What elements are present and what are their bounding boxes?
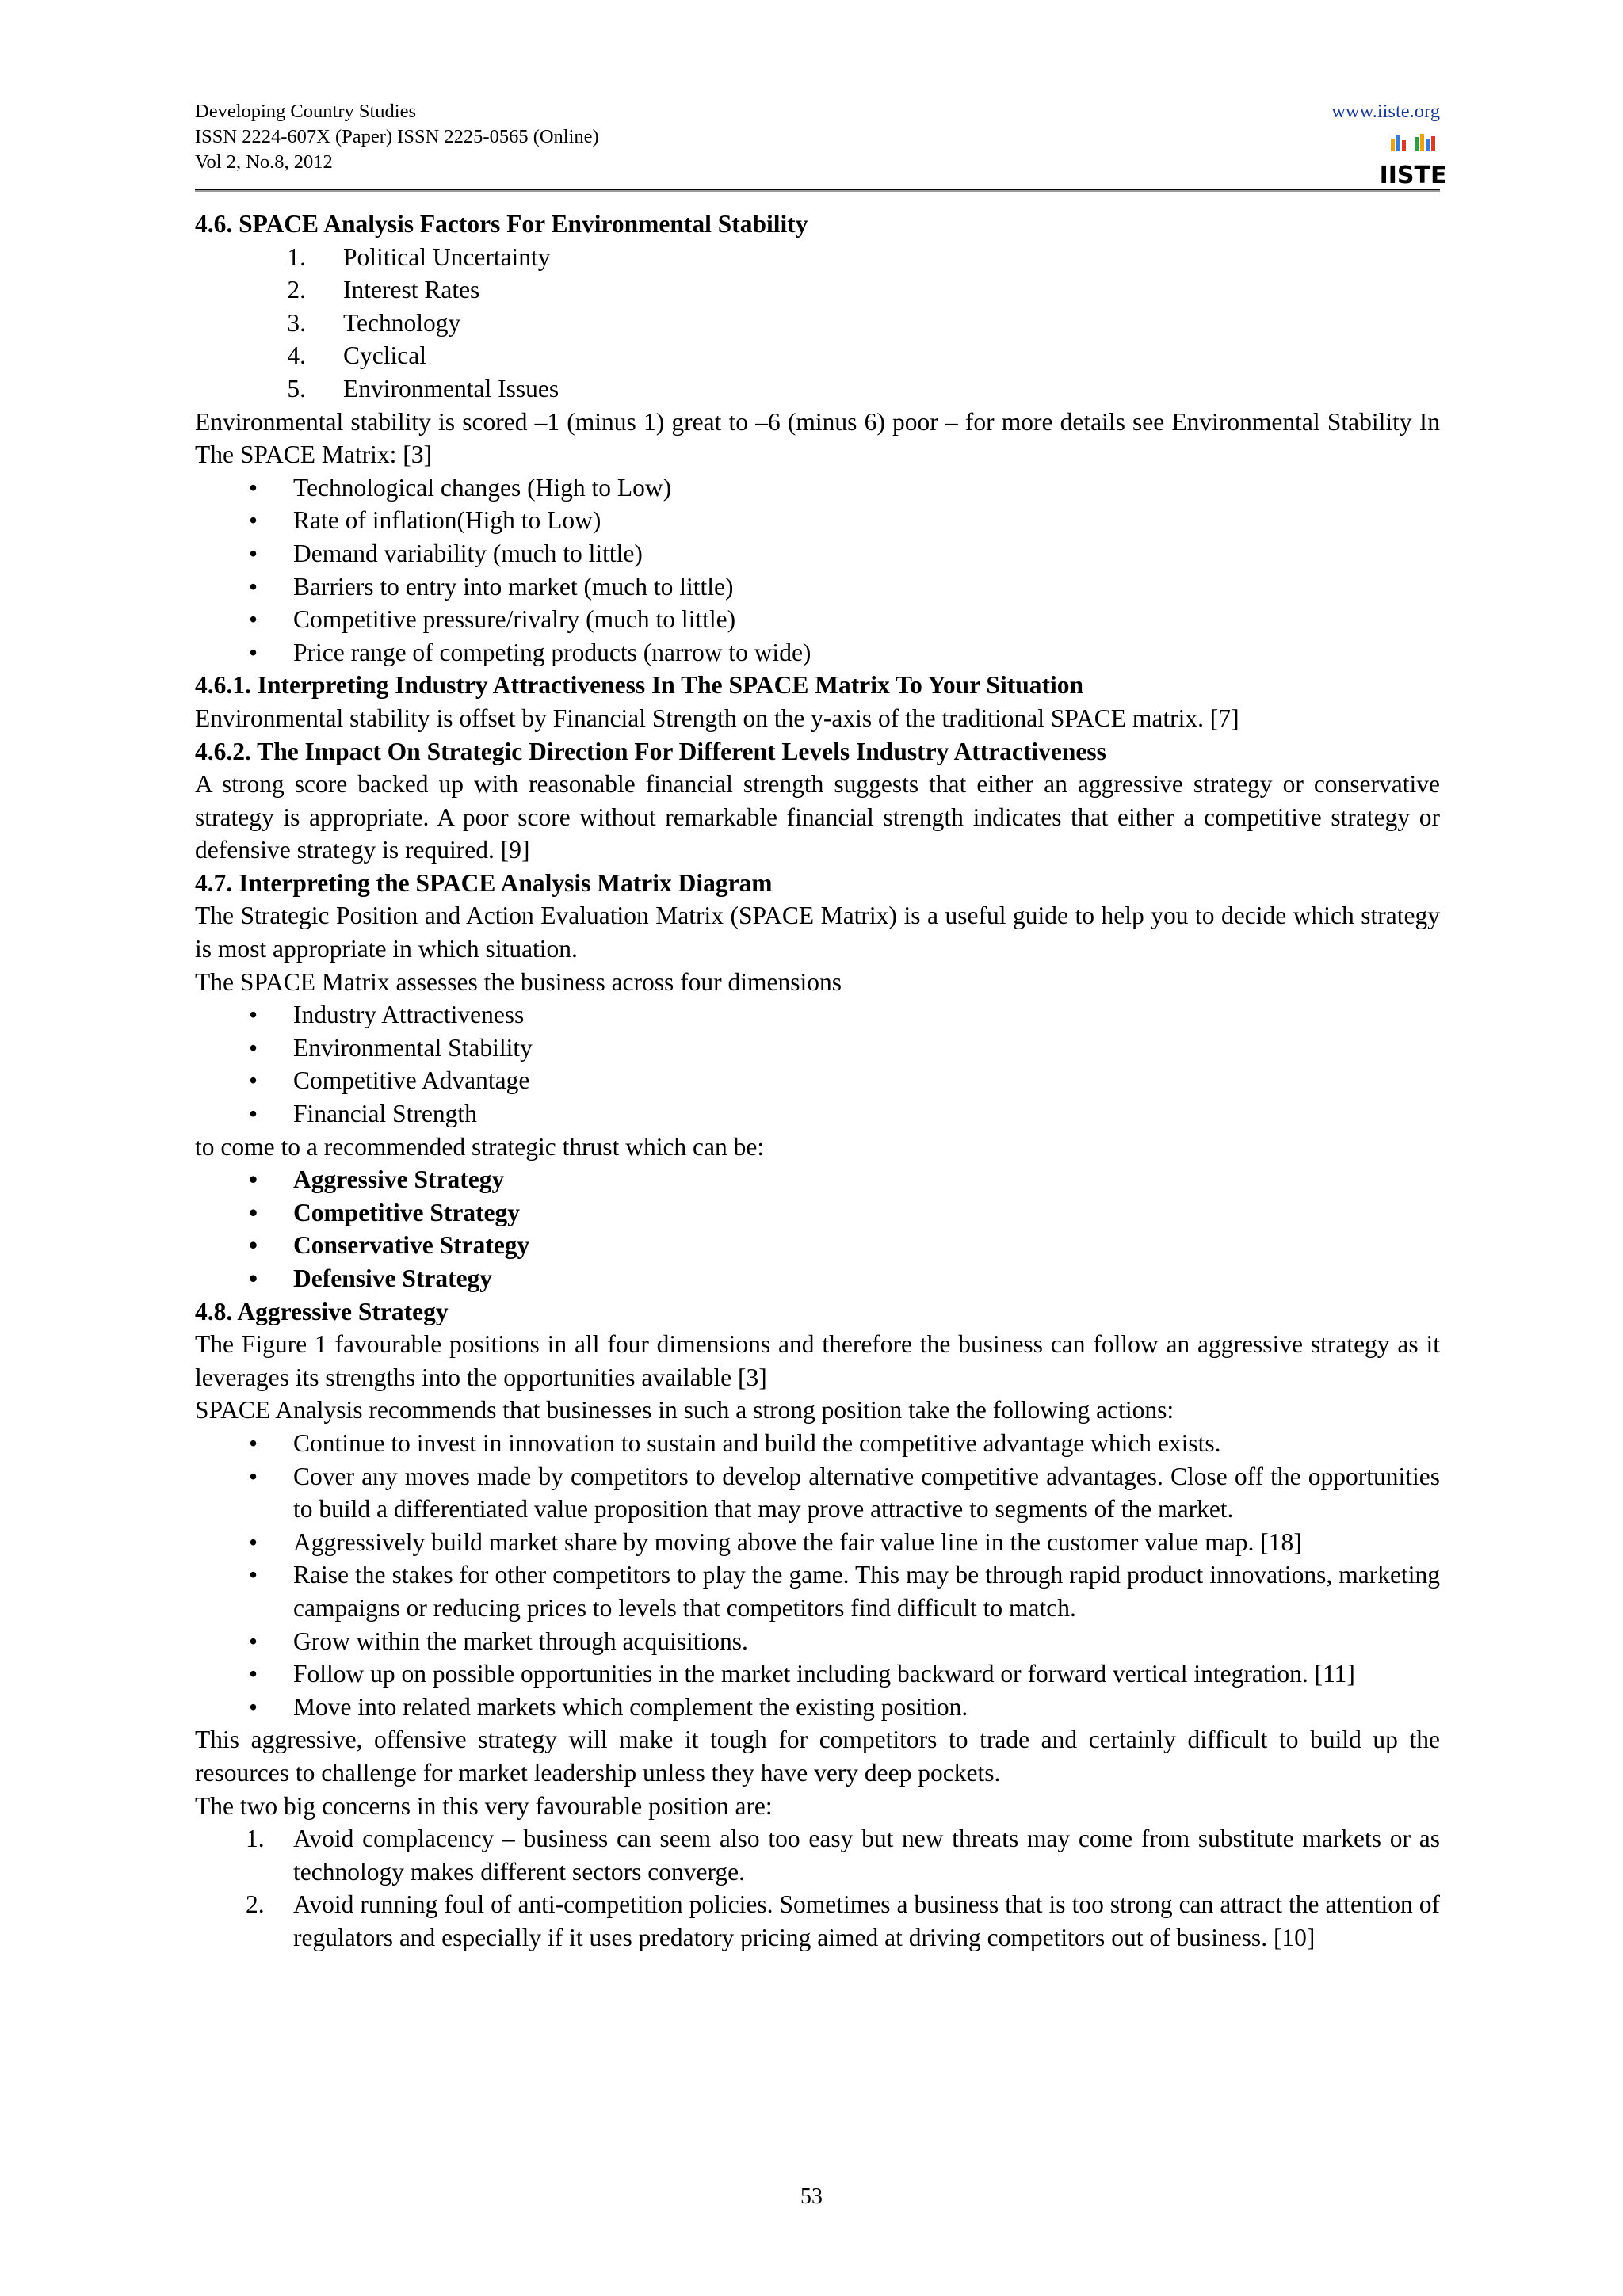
bullet-icon: • [249, 638, 258, 666]
bullet-icon: • [249, 605, 258, 634]
list-item: 2. Interest Rates [287, 276, 480, 304]
paragraph: SPACE Analysis recommends that businesses in such a strong position take the following actions: [195, 1396, 1174, 1425]
bullet-icon: • [249, 1066, 258, 1095]
paragraph: The SPACE Matrix assesses the business across four dimensions [195, 967, 842, 996]
header-rule [195, 189, 1440, 190]
list-item: • Rate of inflation(High to Low) [195, 504, 1440, 537]
list-item: • Competitive Advantage [195, 1064, 1440, 1097]
list-item: • Price range of competing products (narrow to wide) [195, 636, 1440, 669]
paragraph: Environmental stability is offset by Financial Strength on the y-axis of the traditional SPACE matrix. [7] [195, 704, 1239, 732]
list-item: • Grow within the market through acquisitions. [195, 1625, 1440, 1658]
list-item: • Aggressively build market share by moving above the fair value line in the customer value map. [18] [195, 1526, 1440, 1559]
paragraph: Environmental stability is scored –1 (minus 1) great to –6 (minus 6) poor – for more details see Environmental Stability In The SPACE Matrix: [3] [195, 407, 1440, 469]
bullet-icon: • [249, 539, 258, 567]
bullet-icon: • [249, 1264, 258, 1292]
list-item: • Aggressive Strategy [195, 1163, 1440, 1196]
bullet-icon: • [249, 1561, 258, 1589]
bullet-icon: • [249, 506, 258, 535]
list-item: • Barriers to entry into market (much to little) [195, 570, 1440, 604]
bullet-icon: • [249, 473, 258, 502]
list-item: • Industry Attractiveness [195, 998, 1440, 1032]
section-4-7-heading: 4.7. Interpreting the SPACE Analysis Matrix Diagram [195, 868, 773, 897]
concerns-list [195, 1822, 1440, 1954]
actions-list [195, 1427, 1440, 1723]
bullet-icon: • [249, 1033, 258, 1062]
bullet-icon: • [249, 1165, 258, 1194]
iiste-logo-icon [1379, 132, 1447, 189]
list-item: • Cover any moves made by competitors to develop alternative competitive advantages. Close off the opportunities to build a differentiated value proposition that may prove attractive to segments of the market. [195, 1460, 1440, 1526]
list-item: • Follow up on possible opportunities in the market including backward or forward vertical integration. [11] [195, 1657, 1440, 1691]
bullet-icon: • [249, 1660, 258, 1688]
list-item: 1. Political Uncertainty [287, 242, 551, 271]
bullet-icon: • [249, 1428, 258, 1457]
section-4-6-1-heading: 4.6.1. Interpreting Industry Attractiveness In The SPACE Matrix To Your Situation [195, 671, 1083, 700]
bullet-icon: • [249, 1100, 258, 1128]
list-item: 1. Avoid complacency – business can seem also too easy but new threats may come from substitute markets or as technology makes different sectors converge. [246, 1825, 1440, 1886]
list-item: 5. Environmental Issues [287, 374, 559, 402]
list-item: • Demand variability (much to little) [195, 537, 1440, 570]
website-link[interactable]: www.iiste.org [1331, 101, 1440, 122]
list-item: • Move into related markets which complement the existing position. [195, 1691, 1440, 1724]
list-item: 4. Cyclical [287, 341, 426, 370]
dimensions-list [195, 998, 1440, 1130]
journal-info [195, 99, 599, 175]
list-item: • Competitive pressure/rivalry (much to little) [195, 603, 1440, 636]
section-4-6-2-heading: 4.6.2. The Impact On Strategic Direction For Different Levels Industry Attractiveness [195, 737, 1106, 765]
page-number: 53 [800, 2184, 823, 2209]
list-item: • Competitive Strategy [195, 1196, 1440, 1230]
svg-text:IISTE: IISTE [1379, 162, 1447, 189]
paragraph: The Strategic Position and Action Evaluation Matrix (SPACE Matrix) is a useful guide to help you to decide which strategy is most appropriate in which situation. [195, 902, 1440, 963]
paragraph: The Figure 1 favourable positions in all four dimensions and therefore the business can follow an aggressive strategy as it leverages its strengths into the opportunities available [3] [195, 1330, 1440, 1391]
bullet-icon: • [249, 1462, 258, 1490]
bullet-icon: • [249, 1198, 258, 1226]
page-header [195, 99, 1447, 194]
list-item: 2. Avoid running foul of anti-competition policies. Sometimes a business that is too strong can attract the attention of regulators and especially if it uses predatory pricing aimed at driving competitors out of business. [10] [246, 1890, 1440, 1951]
list-item: • Conservative Strategy [195, 1229, 1440, 1262]
journal-name: Developing Country Studies [195, 101, 417, 122]
bullet-icon: • [249, 1627, 258, 1655]
list-item: • Financial Strength [195, 1097, 1440, 1131]
list-item: 3. Technology [287, 308, 461, 337]
journal-volume: Vol 2, No.8, 2012 [195, 151, 333, 173]
bullet-icon: • [249, 572, 258, 601]
list-item: • Defensive Strategy [195, 1262, 1440, 1295]
list-item: • Environmental Stability [195, 1032, 1440, 1065]
list-item: • Raise the stakes for other competitors to play the game. This may be through rapid product innovations, marketing campaigns or reducing prices to levels that competitors find difficult to match. [195, 1558, 1440, 1624]
page-content [195, 208, 1440, 1954]
journal-issn: ISSN 2224-607X (Paper) ISSN 2225-0565 (Online) [195, 126, 599, 147]
section-4-8-heading: 4.8. Aggressive Strategy [195, 1297, 449, 1325]
paragraph: This aggressive, offensive strategy will make it tough for competitors to trade and certainly difficult to build up the resources to challenge for market leadership unless they have very deep pockets. [195, 1726, 1440, 1787]
environmental-factors-list [195, 241, 1440, 406]
strategies-list [195, 1163, 1440, 1295]
bullet-icon: • [249, 1231, 258, 1260]
bullet-icon: • [249, 1527, 258, 1556]
list-item: • Technological changes (High to Low) [195, 471, 1440, 505]
list-item: • Continue to invest in innovation to sustain and build the competitive advantage which exists. [195, 1427, 1440, 1460]
bullet-icon: • [249, 1692, 258, 1721]
paragraph: A strong score backed up with reasonable financial strength suggests that either an aggressive strategy or conservative strategy is appropriate. A poor score without remarkable financial strength indicates that either a competitive strategy or defensive strategy is required. [9] [195, 770, 1440, 864]
section-4-6-heading: 4.6. SPACE Analysis Factors For Environmental Stability [195, 210, 808, 238]
paragraph: The two big concerns in this very favourable position are: [195, 1791, 773, 1820]
paragraph: to come to a recommended strategic thrust which can be: [195, 1132, 765, 1161]
stability-bullets [195, 471, 1440, 669]
bullet-icon: • [249, 1001, 258, 1029]
